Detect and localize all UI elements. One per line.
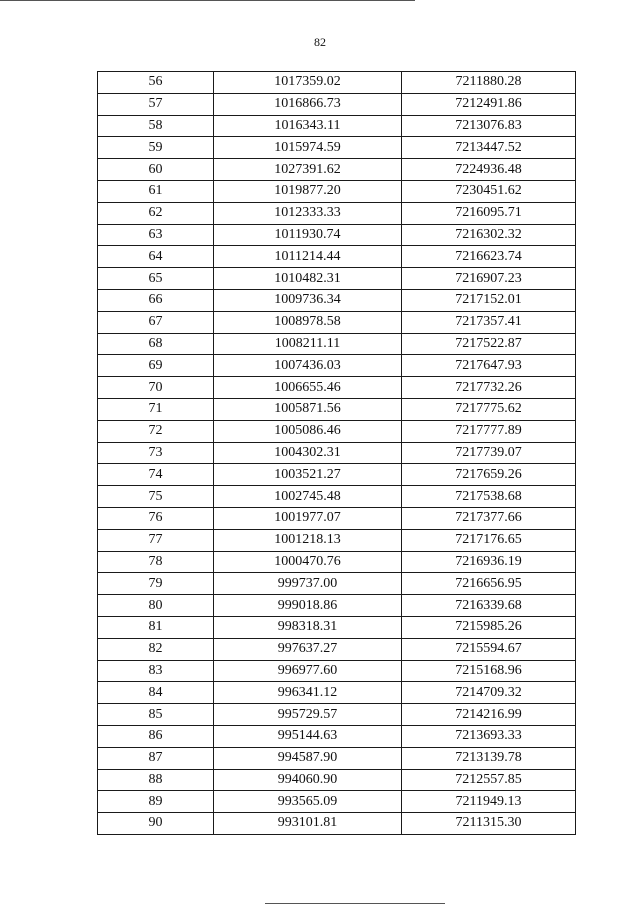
table-row: [98, 224, 576, 246]
point-number-cell: 56: [98, 72, 214, 94]
point-number-cell: 62: [98, 202, 214, 224]
table-row: [98, 573, 576, 595]
y-coordinate-cell: 7213693.33: [402, 725, 576, 747]
point-number-cell: 80: [98, 595, 214, 617]
y-coordinate-cell: 7212557.85: [402, 769, 576, 791]
table-row: [98, 268, 576, 290]
page-number: 82: [314, 35, 326, 49]
x-coordinate-cell: 1008978.58: [214, 311, 402, 333]
point-number-cell: 70: [98, 377, 214, 399]
y-coordinate-cell: 7217739.07: [402, 442, 576, 464]
point-number-cell: 82: [98, 638, 214, 660]
point-number-cell: 83: [98, 660, 214, 682]
table-row: [98, 289, 576, 311]
y-coordinate-cell: 7216339.68: [402, 595, 576, 617]
y-coordinate-cell: 7217732.26: [402, 377, 576, 399]
point-number-cell: 88: [98, 769, 214, 791]
table-row: [98, 333, 576, 355]
point-number-cell: 67: [98, 311, 214, 333]
x-coordinate-cell: 1015974.59: [214, 137, 402, 159]
y-coordinate-cell: 7216623.74: [402, 246, 576, 268]
coordinates-table: [97, 71, 576, 835]
point-number-cell: 77: [98, 529, 214, 551]
x-coordinate-cell: 1007436.03: [214, 355, 402, 377]
y-coordinate-cell: 7217377.66: [402, 507, 576, 529]
point-number-cell: 79: [98, 573, 214, 595]
table-row: [98, 137, 576, 159]
x-coordinate-cell: 1008211.11: [214, 333, 402, 355]
y-coordinate-cell: 7214709.32: [402, 682, 576, 704]
x-coordinate-cell: 1000470.76: [214, 551, 402, 573]
x-coordinate-cell: 996977.60: [214, 660, 402, 682]
y-coordinate-cell: 7211315.30: [402, 813, 576, 835]
point-number-cell: 78: [98, 551, 214, 573]
table-row: [98, 355, 576, 377]
point-number-cell: 85: [98, 704, 214, 726]
table-row: [98, 747, 576, 769]
table-row: [98, 246, 576, 268]
table-row: [98, 616, 576, 638]
table-row: [98, 115, 576, 137]
point-number-cell: 66: [98, 289, 214, 311]
point-number-cell: 86: [98, 725, 214, 747]
x-coordinate-cell: 998318.31: [214, 616, 402, 638]
x-coordinate-cell: 997637.27: [214, 638, 402, 660]
x-coordinate-cell: 1005871.56: [214, 398, 402, 420]
x-coordinate-cell: 1019877.20: [214, 180, 402, 202]
y-coordinate-cell: 7211880.28: [402, 72, 576, 94]
y-coordinate-cell: 7216656.95: [402, 573, 576, 595]
x-coordinate-cell: 1011930.74: [214, 224, 402, 246]
y-coordinate-cell: 7217647.93: [402, 355, 576, 377]
table-row: [98, 202, 576, 224]
top-edge-line: [0, 0, 415, 1]
x-coordinate-cell: 1006655.46: [214, 377, 402, 399]
y-coordinate-cell: 7224936.48: [402, 159, 576, 181]
y-coordinate-cell: 7217176.65: [402, 529, 576, 551]
x-coordinate-cell: 995144.63: [214, 725, 402, 747]
point-number-cell: 87: [98, 747, 214, 769]
y-coordinate-cell: 7230451.62: [402, 180, 576, 202]
table-row: [98, 442, 576, 464]
y-coordinate-cell: 7215594.67: [402, 638, 576, 660]
x-coordinate-cell: 1004302.31: [214, 442, 402, 464]
x-coordinate-cell: 1009736.34: [214, 289, 402, 311]
point-number-cell: 65: [98, 268, 214, 290]
table-row: [98, 682, 576, 704]
y-coordinate-cell: 7217522.87: [402, 333, 576, 355]
x-coordinate-cell: 1012333.33: [214, 202, 402, 224]
point-number-cell: 76: [98, 507, 214, 529]
point-number-cell: 89: [98, 791, 214, 813]
x-coordinate-cell: 1017359.02: [214, 72, 402, 94]
point-number-cell: 68: [98, 333, 214, 355]
x-coordinate-cell: 1027391.62: [214, 159, 402, 181]
table-row: [98, 398, 576, 420]
point-number-cell: 73: [98, 442, 214, 464]
point-number-cell: 69: [98, 355, 214, 377]
y-coordinate-cell: 7217357.41: [402, 311, 576, 333]
x-coordinate-cell: 993565.09: [214, 791, 402, 813]
point-number-cell: 60: [98, 159, 214, 181]
table-row: [98, 529, 576, 551]
table-row: [98, 311, 576, 333]
y-coordinate-cell: 7213447.52: [402, 137, 576, 159]
point-number-cell: 72: [98, 420, 214, 442]
point-number-cell: 81: [98, 616, 214, 638]
x-coordinate-cell: 1011214.44: [214, 246, 402, 268]
point-number-cell: 64: [98, 246, 214, 268]
table-row: [98, 464, 576, 486]
y-coordinate-cell: 7211949.13: [402, 791, 576, 813]
table-row: [98, 660, 576, 682]
x-coordinate-cell: 1001218.13: [214, 529, 402, 551]
point-number-cell: 58: [98, 115, 214, 137]
x-coordinate-cell: 1003521.27: [214, 464, 402, 486]
y-coordinate-cell: 7216095.71: [402, 202, 576, 224]
table-row: [98, 595, 576, 617]
table-row: [98, 791, 576, 813]
point-number-cell: 61: [98, 180, 214, 202]
point-number-cell: 75: [98, 486, 214, 508]
y-coordinate-cell: 7212491.86: [402, 93, 576, 115]
y-coordinate-cell: 7217775.62: [402, 398, 576, 420]
y-coordinate-cell: 7216302.32: [402, 224, 576, 246]
y-coordinate-cell: 7215168.96: [402, 660, 576, 682]
table-row: [98, 725, 576, 747]
x-coordinate-cell: 995729.57: [214, 704, 402, 726]
y-coordinate-cell: 7216936.19: [402, 551, 576, 573]
x-coordinate-cell: 1016343.11: [214, 115, 402, 137]
y-coordinate-cell: 7214216.99: [402, 704, 576, 726]
x-coordinate-cell: 994587.90: [214, 747, 402, 769]
point-number-cell: 90: [98, 813, 214, 835]
point-number-cell: 63: [98, 224, 214, 246]
table-row: [98, 551, 576, 573]
y-coordinate-cell: 7217777.89: [402, 420, 576, 442]
table-row: [98, 420, 576, 442]
table-row: [98, 507, 576, 529]
point-number-cell: 71: [98, 398, 214, 420]
y-coordinate-cell: 7213076.83: [402, 115, 576, 137]
bottom-edge-line: [265, 903, 445, 904]
x-coordinate-cell: 993101.81: [214, 813, 402, 835]
point-number-cell: 59: [98, 137, 214, 159]
y-coordinate-cell: 7216907.23: [402, 268, 576, 290]
y-coordinate-cell: 7213139.78: [402, 747, 576, 769]
x-coordinate-cell: 999018.86: [214, 595, 402, 617]
x-coordinate-cell: 1002745.48: [214, 486, 402, 508]
x-coordinate-cell: 1010482.31: [214, 268, 402, 290]
point-number-cell: 57: [98, 93, 214, 115]
x-coordinate-cell: 1016866.73: [214, 93, 402, 115]
x-coordinate-cell: 994060.90: [214, 769, 402, 791]
y-coordinate-cell: 7217152.01: [402, 289, 576, 311]
x-coordinate-cell: 1005086.46: [214, 420, 402, 442]
table-row: [98, 180, 576, 202]
point-number-cell: 84: [98, 682, 214, 704]
table-row: [98, 72, 576, 94]
x-coordinate-cell: 999737.00: [214, 573, 402, 595]
table-row: [98, 486, 576, 508]
table-row: [98, 813, 576, 835]
table-row: [98, 769, 576, 791]
x-coordinate-cell: 996341.12: [214, 682, 402, 704]
coordinates-table-body: [98, 72, 576, 835]
table-row: [98, 93, 576, 115]
y-coordinate-cell: 7215985.26: [402, 616, 576, 638]
table-row: [98, 704, 576, 726]
table-row: [98, 377, 576, 399]
table-row: [98, 638, 576, 660]
point-number-cell: 74: [98, 464, 214, 486]
table-row: [98, 159, 576, 181]
y-coordinate-cell: 7217538.68: [402, 486, 576, 508]
y-coordinate-cell: 7217659.26: [402, 464, 576, 486]
x-coordinate-cell: 1001977.07: [214, 507, 402, 529]
